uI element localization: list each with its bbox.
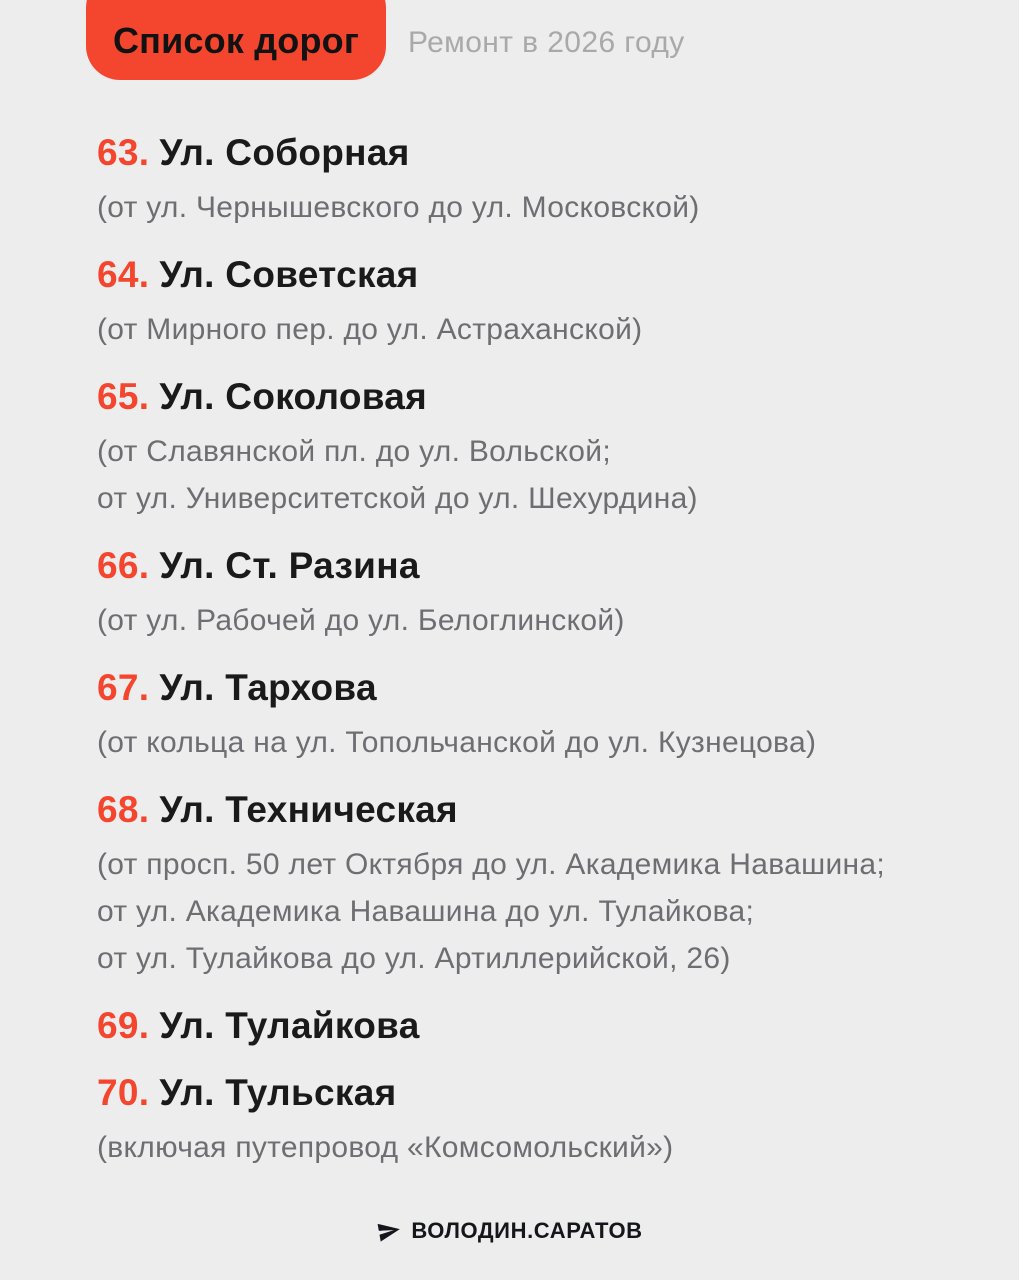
road-details — [97, 841, 989, 982]
road-detail: (включая путепровод «Комсомольский») — [97, 1131, 674, 1164]
road-name: Ул. Тархова — [159, 667, 377, 708]
header-subtitle: Ремонт в 2026 году — [408, 26, 685, 59]
footer-label: ВОЛОДИН.САРАТОВ — [411, 1218, 643, 1243]
roads-list — [97, 130, 989, 1171]
road-title — [97, 1070, 989, 1116]
road-entry — [97, 1003, 989, 1049]
road-detail: от ул. Университетской до ул. Шехурдина) — [97, 482, 698, 515]
road-title — [97, 787, 989, 833]
road-detail: (от ул. Чернышевского до ул. Московской) — [97, 191, 700, 224]
road-detail: (от Славянской пл. до ул. Вольской; — [97, 435, 611, 468]
road-title — [97, 543, 989, 589]
road-title — [97, 252, 989, 298]
road-details — [97, 719, 989, 766]
road-details — [97, 597, 989, 644]
header-badge — [86, 0, 386, 80]
road-entry — [97, 374, 989, 522]
road-name: Ул. Ст. Разина — [159, 545, 420, 586]
road-entry — [97, 1070, 989, 1171]
road-name: Ул. Соборная — [159, 132, 410, 173]
road-name: Ул. Тульская — [159, 1072, 397, 1113]
road-entry — [97, 130, 989, 231]
road-number: 66. — [97, 545, 150, 586]
road-name: Ул. Техническая — [159, 789, 458, 830]
road-entry — [97, 665, 989, 766]
road-number: 69. — [97, 1005, 150, 1046]
road-entry — [97, 543, 989, 644]
road-details — [97, 428, 989, 522]
road-details — [97, 306, 989, 353]
road-number: 64. — [97, 254, 150, 295]
paper-plane-icon — [374, 1216, 404, 1246]
road-number: 70. — [97, 1072, 150, 1113]
road-title — [97, 374, 989, 420]
road-entry — [97, 252, 989, 353]
road-number: 67. — [97, 667, 150, 708]
road-number: 68. — [97, 789, 150, 830]
road-detail: (от Мирного пер. до ул. Астраханской) — [97, 313, 643, 346]
road-number: 65. — [97, 376, 150, 417]
road-details — [97, 1124, 989, 1171]
road-title — [97, 130, 989, 176]
road-detail: от ул. Тулайкова до ул. Артиллерийской, 26) — [97, 942, 731, 975]
road-detail: (от ул. Рабочей до ул. Белоглинской) — [97, 604, 625, 637]
footer — [0, 1218, 1019, 1244]
road-title — [97, 665, 989, 711]
road-title — [97, 1003, 989, 1049]
road-entry — [97, 787, 989, 982]
road-number: 63. — [97, 132, 150, 173]
road-detail: от ул. Академика Навашина до ул. Тулайкова; — [97, 895, 755, 928]
road-name: Ул. Советская — [159, 254, 419, 295]
road-name: Ул. Соколовая — [159, 376, 428, 417]
road-detail: (от просп. 50 лет Октября до ул. Академика Навашина; — [97, 848, 886, 881]
road-detail: (от кольца на ул. Топольчанской до ул. Кузнецова) — [97, 726, 817, 759]
header-badge-label: Список дорог — [112, 20, 360, 61]
road-name: Ул. Тулайкова — [159, 1005, 420, 1046]
road-details — [97, 184, 989, 231]
